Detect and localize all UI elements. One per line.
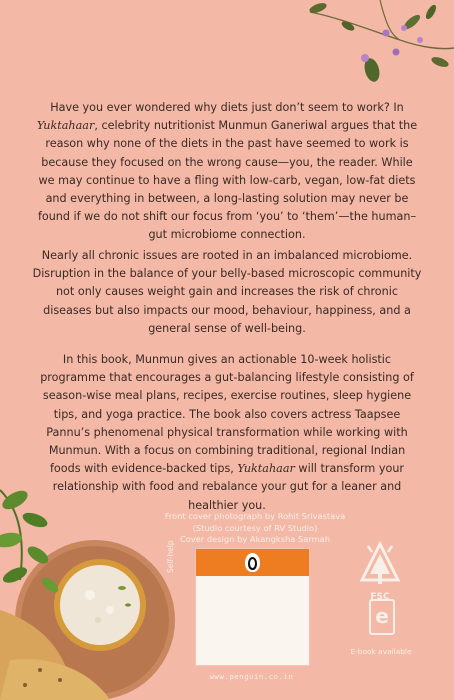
- barcode-panel: [195, 548, 310, 666]
- book-title-italic: Yuktahaar: [36, 119, 95, 133]
- blurb-paragraph-1: [32, 99, 422, 245]
- ebook-label: E-book available: [350, 647, 412, 656]
- cover-credits: [150, 511, 360, 546]
- studio-credit: (Studio courtesy of RV Studio): [192, 522, 318, 533]
- blurb-paragraph-3: [32, 351, 422, 515]
- blurb-text-run: will transform your relationship with food and rebalance your gut for a leaner and healthier you.: [52, 462, 405, 512]
- blurb-text-run: Have you ever wondered why diets just don’t seem to work? In: [50, 101, 404, 114]
- ebook-badge-icon: [369, 599, 395, 635]
- herb-sprig-illustration: [300, 0, 454, 85]
- publisher-logo-band: [196, 549, 309, 576]
- book-title-italic: Yuktahaar: [237, 462, 295, 476]
- blurb-text-run: , celebrity nutritionist Munmun Ganeriwal argues that the reason why none of the diets in the past have seemed to work is because they focused on the wrong cause—you, the reader. While we may continue to have a fling with low-carb, vegan, low-fat diets and everything in between, a long-lasting solution may never be found if we do not shift our focus from ‘you’ to ‘them’—the human–gut microbiome connection.: [37, 119, 418, 242]
- ebook-letter: e: [375, 604, 389, 628]
- category-label: Self-help: [166, 540, 175, 573]
- blurb-paragraph-2: [32, 247, 422, 338]
- photo-credit: Front cover photograph by Rohit Srivastava: [164, 511, 346, 521]
- design-credit: Cover design by Akangksha Sarmah: [179, 534, 330, 544]
- blurb-text-run: Nearly all chronic issues are rooted in an imbalanced microbiome. Disruption in the balance of your belly-based microscopic community not only causes weight gain and increases the risk of chronic diseases but also impacts our mood, behaviour, happiness, and a general sense of well-being.: [32, 249, 422, 335]
- fsc-tree-icon: [356, 540, 404, 592]
- penguin-logo-icon: [245, 553, 260, 572]
- publisher-url: www.penguin.co.in: [209, 672, 294, 681]
- fsc-label: FSC: [370, 592, 390, 602]
- blurb-text-run: In this book, Munmun gives an actionable 10-week holistic programme that encourages a gut-balancing lifestyle consisting of season-wise meal plans, recipes, exercise routines, sleep hygiene tips, and yoga practice. The book also covers actress Taapsee Pannu’s phenomenal physical transformation while working with Munmun. With a focus on combining traditional, regional Indian foods with evidence-backed tips,: [40, 353, 414, 476]
